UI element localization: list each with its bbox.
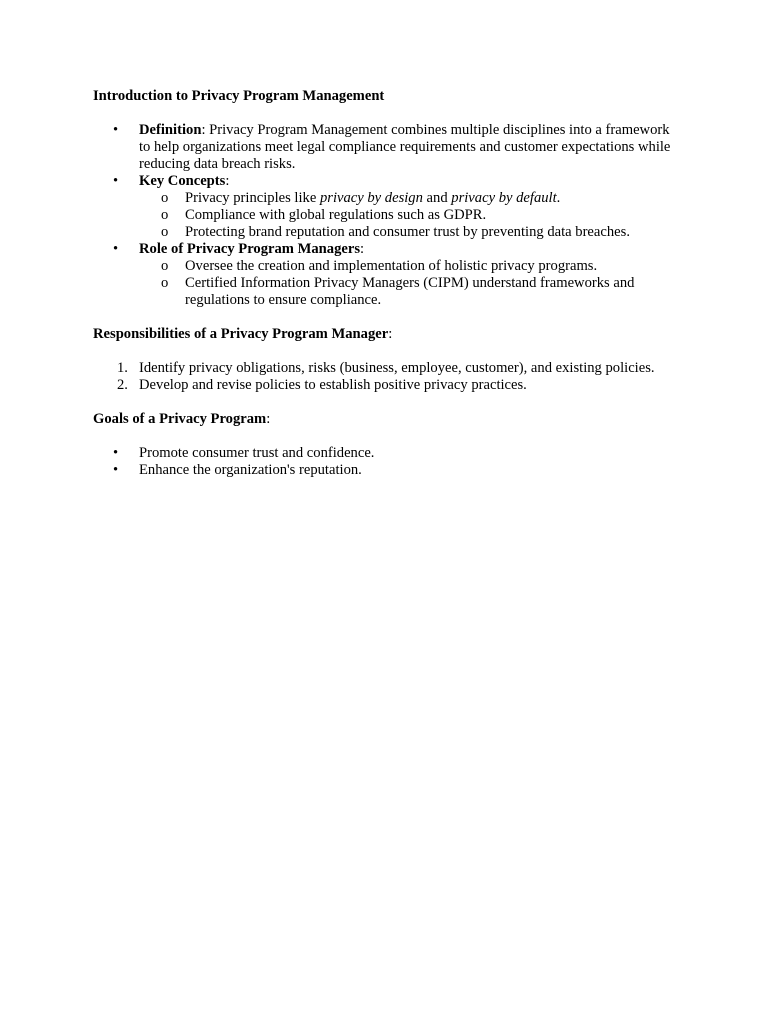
privacy-by-design: privacy by design	[319, 190, 423, 206]
intro-title: Introduction to Privacy Program Management	[93, 88, 385, 104]
principles-after: .	[556, 190, 561, 206]
role-sublist	[139, 258, 673, 309]
sub-item-oversee	[139, 258, 673, 275]
intro-list	[93, 122, 673, 309]
sub-bullet-marker: o	[161, 258, 169, 274]
goals-list	[93, 445, 673, 479]
role-item-text: Certified Information Privacy Managers (CIPM) understand frameworks and regulations to ensure compliance.	[185, 275, 635, 308]
sub-bullet-marker: o	[161, 207, 169, 223]
list-item-definition	[93, 122, 673, 173]
principles-middle: and	[422, 190, 452, 206]
section-heading-intro	[93, 88, 673, 105]
responsibilities-suffix: :	[388, 326, 393, 342]
role-suffix: :	[360, 241, 365, 257]
privacy-by-default: privacy by default	[451, 190, 557, 206]
role-item-text: Oversee the creation and implementation of holistic privacy programs.	[185, 258, 598, 274]
sub-bullet-marker: o	[161, 224, 169, 240]
sub-item-protecting	[139, 224, 673, 241]
list-item-responsibility	[93, 377, 673, 394]
responsibilities-list	[93, 360, 673, 394]
key-concepts-sublist	[139, 190, 673, 241]
sub-item-compliance	[139, 207, 673, 224]
protecting-text: Protecting brand reputation and consumer trust by preventing data breaches.	[185, 224, 630, 240]
bullet-marker: •	[113, 122, 119, 138]
goal-text: Enhance the organization's reputation.	[139, 462, 362, 478]
responsibility-text: Identify privacy obligations, risks (business, employee, customer), and existing policies.	[139, 360, 655, 376]
list-number: 1.	[117, 360, 128, 376]
principles-before: Privacy principles like	[185, 190, 320, 206]
role-term: Role of Privacy Program Managers	[139, 241, 361, 257]
bullet-marker: •	[113, 462, 119, 478]
definition-text: : Privacy Program Management combines multiple disciplines into a framework to help organizations meet legal compliance requirements and customer expectations while reducing data breach risks.	[139, 122, 671, 172]
document-page	[93, 88, 673, 479]
list-number: 2.	[117, 377, 128, 393]
key-concepts-suffix: :	[225, 173, 230, 189]
list-item-goal	[93, 445, 673, 462]
list-item-goal	[93, 462, 673, 479]
goals-suffix: :	[266, 411, 271, 427]
responsibility-text: Develop and revise policies to establish positive privacy practices.	[139, 377, 527, 393]
bullet-marker: •	[113, 173, 119, 189]
sub-bullet-marker: o	[161, 275, 169, 291]
bullet-marker: •	[113, 445, 119, 461]
key-concepts-term: Key Concepts	[139, 173, 226, 189]
sub-item-cipm	[139, 275, 673, 309]
goals-title: Goals of a Privacy Program	[93, 411, 267, 427]
section-heading-responsibilities	[93, 326, 673, 343]
list-item-key-concepts	[93, 173, 673, 241]
sub-item-principles	[139, 190, 673, 207]
compliance-text: Compliance with global regulations such as GDPR.	[185, 207, 487, 223]
definition-term: Definition	[139, 122, 202, 138]
list-item-role	[93, 241, 673, 309]
list-item-responsibility	[93, 360, 673, 377]
goal-text: Promote consumer trust and confidence.	[139, 445, 375, 461]
responsibilities-title: Responsibilities of a Privacy Program Manager	[93, 326, 389, 342]
bullet-marker: •	[113, 241, 119, 257]
section-heading-goals	[93, 411, 673, 428]
sub-bullet-marker: o	[161, 190, 169, 206]
